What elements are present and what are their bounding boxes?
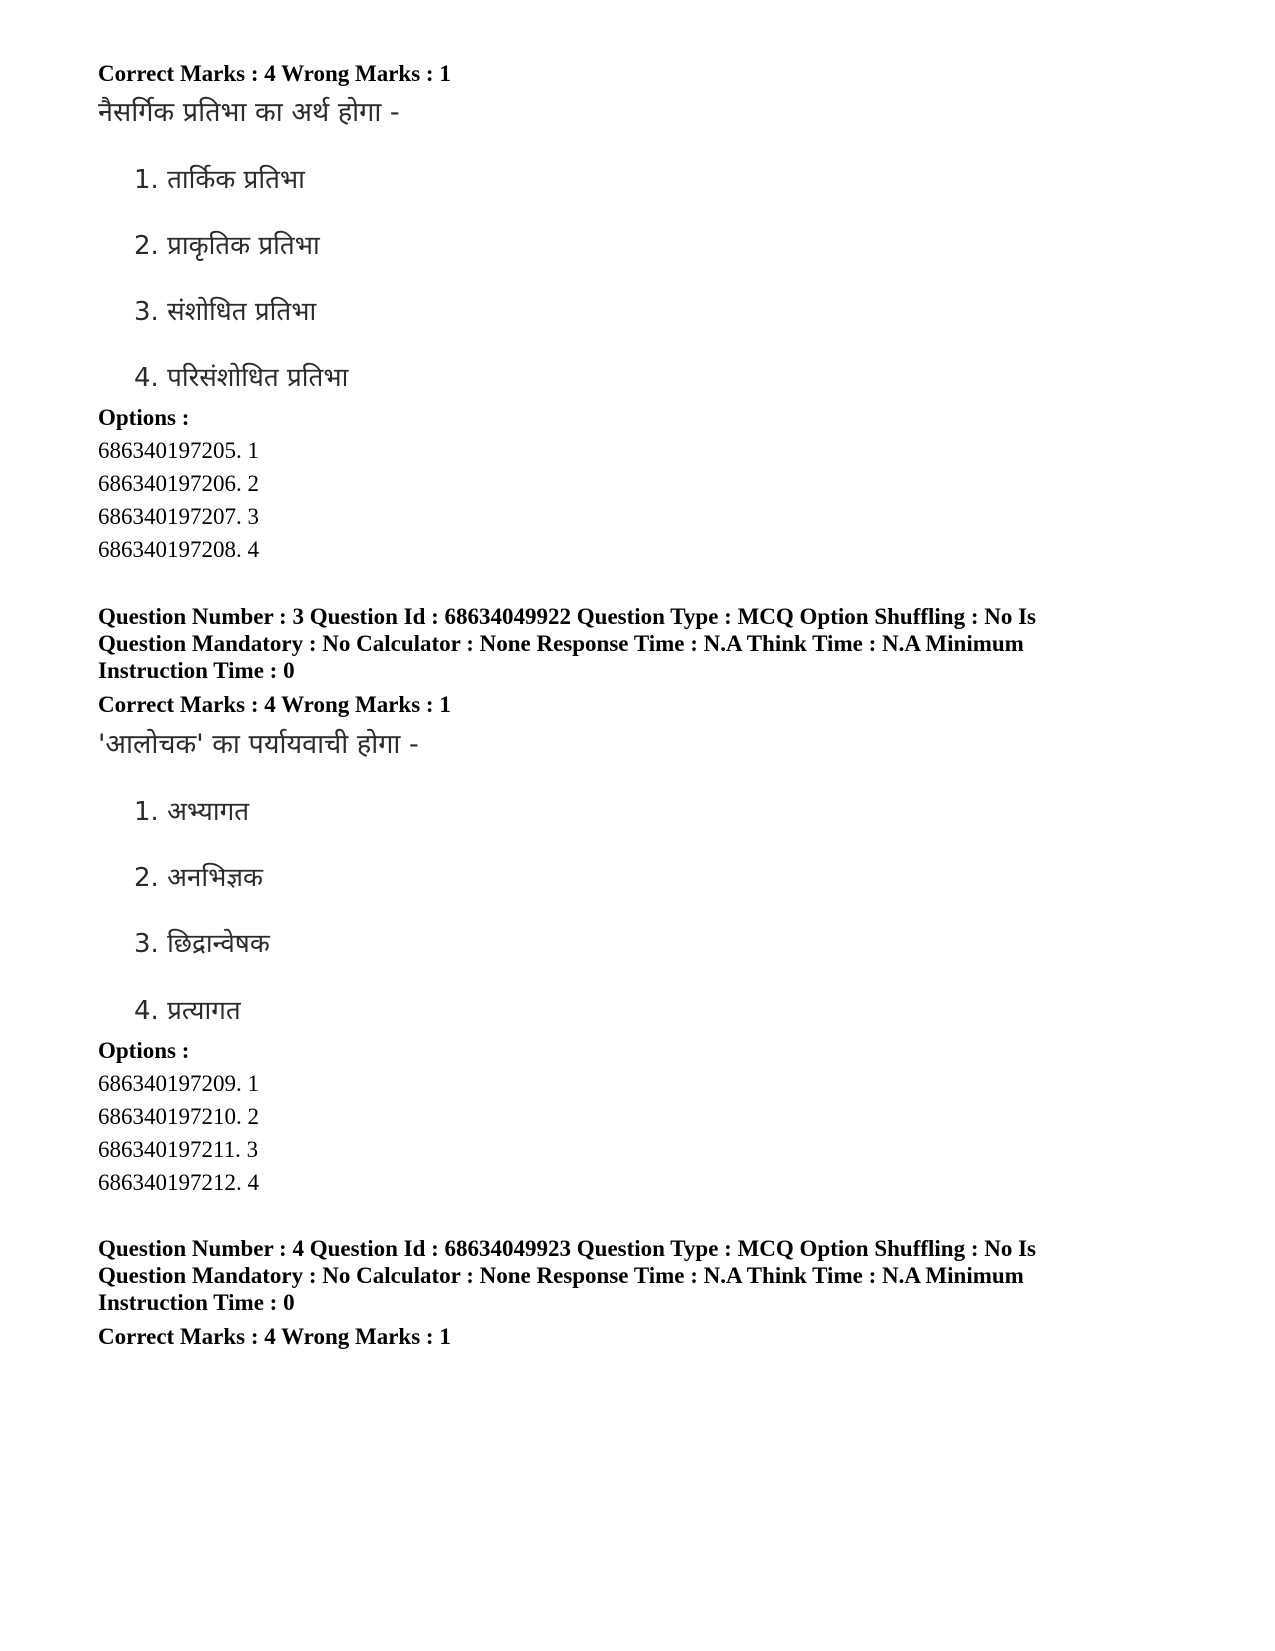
option-id-line: 686340197212. 4 [98, 1170, 259, 1195]
question-header-line: Question Mandatory : No Calculator : None Response Time : N.A Think Time : N.A Minimum [98, 631, 1024, 656]
option-id-line: 686340197211. 3 [98, 1137, 259, 1162]
choice-item: 3. संशोधित प्रतिभा [134, 297, 317, 327]
question-text: 'आलोचक' का पर्यायवाची होगा - [98, 729, 419, 760]
choice-item: 2. प्राकृतिक प्रतिभा [134, 231, 320, 261]
marks-line: Correct Marks : 4 Wrong Marks : 1 [98, 692, 451, 717]
option-id-line: 686340197207. 3 [98, 504, 259, 529]
marks-line: Correct Marks : 4 Wrong Marks : 1 [98, 61, 451, 86]
choice-item: 4. प्रत्यागत [134, 996, 241, 1026]
choice-item: 3. छिद्रान्वेषक [134, 929, 270, 959]
choice-item: 1. तार्किक प्रतिभा [134, 165, 305, 195]
option-id-line: 686340197206. 2 [98, 471, 259, 496]
options-label: Options : [98, 1038, 190, 1063]
option-id-line: 686340197210. 2 [98, 1104, 259, 1129]
option-id-line: 686340197209. 1 [98, 1071, 259, 1096]
question-text: नैसर्गिक प्रतिभा का अर्थ होगा - [98, 97, 400, 128]
question-header-line: Instruction Time : 0 [98, 658, 295, 683]
choice-item: 4. परिसंशोधित प्रतिभा [134, 363, 349, 393]
question-header-line: Question Number : 3 Question Id : 68634049922 Question Type : MCQ Option Shuffling : No Is [98, 604, 1037, 629]
option-id-line: 686340197205. 1 [98, 438, 259, 463]
marks-line: Correct Marks : 4 Wrong Marks : 1 [98, 1324, 451, 1349]
question-header-line: Instruction Time : 0 [98, 1290, 295, 1315]
question-header-line: Question Mandatory : No Calculator : None Response Time : N.A Think Time : N.A Minimum [98, 1263, 1024, 1288]
choice-item: 2. अनभिज्ञक [134, 863, 264, 893]
question-header-line: Question Number : 4 Question Id : 68634049923 Question Type : MCQ Option Shuffling : No Is [98, 1236, 1037, 1261]
choice-item: 1. अभ्यागत [134, 797, 250, 827]
options-label: Options : [98, 405, 190, 430]
option-id-line: 686340197208. 4 [98, 537, 259, 562]
